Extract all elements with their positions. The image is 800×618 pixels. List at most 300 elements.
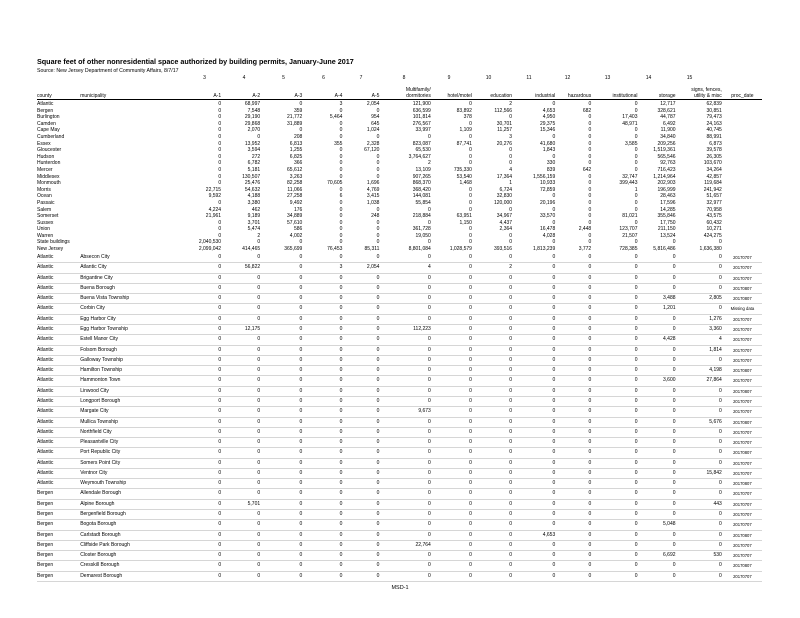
value-cell: 0 <box>380 520 431 530</box>
value-cell: 0 <box>592 324 638 334</box>
value-cell: 0 <box>376 133 380 140</box>
value-cell: 3,764,627 <box>408 153 431 160</box>
value-cell: 176 <box>293 206 303 213</box>
value-cell: 0 <box>343 458 380 468</box>
value-cell: 645 <box>371 120 380 127</box>
table-row <box>37 551 762 561</box>
empty-cell <box>723 226 762 233</box>
county-name: Atlantic <box>37 417 80 427</box>
county-name: State buildings <box>37 239 70 246</box>
value-cell: 1 <box>634 186 638 193</box>
municipality-name: Demarest Borough <box>80 571 180 581</box>
table-row <box>37 233 762 240</box>
value-cell: 0 <box>638 417 676 427</box>
value-cell: 0 <box>634 206 638 213</box>
value-cell: 0 <box>677 396 723 406</box>
value-cell: 10,271 <box>706 226 722 233</box>
municipality-name: Folsom Borough <box>80 345 180 355</box>
municipality-name: Margate City <box>80 407 180 417</box>
value-cell: 530 <box>677 551 723 561</box>
value-cell: 0 <box>218 219 222 226</box>
county-name: Atlantic <box>37 263 80 273</box>
value-cell: 0 <box>638 314 676 324</box>
proc-date-cell: 20170707 <box>723 376 762 386</box>
empty-cell <box>723 213 762 220</box>
value-cell: 32,747 <box>622 173 638 180</box>
value-cell: 0 <box>432 520 473 530</box>
county-name: Atlantic <box>37 294 80 304</box>
value-cell: 0 <box>180 499 222 509</box>
value-cell: 0 <box>222 468 261 478</box>
table-row <box>37 114 762 121</box>
value-cell: 0 <box>180 530 222 540</box>
column-number: 3 <box>203 75 206 81</box>
value-cell: 0 <box>719 239 722 246</box>
column-number: 11 <box>526 75 532 81</box>
value-cell: 0 <box>180 304 222 314</box>
value-cell: 34,840 <box>660 133 676 140</box>
value-cell: 21,961 <box>205 213 222 220</box>
value-cell: 0 <box>469 239 472 246</box>
value-cell: 0 <box>303 324 343 334</box>
value-cell: 41,680 <box>539 140 556 147</box>
value-cell: 0 <box>513 396 556 406</box>
value-cell: 0 <box>556 468 592 478</box>
county-name: Atlantic <box>37 407 80 417</box>
value-cell: 0 <box>677 479 723 489</box>
value-cell: 2 <box>509 101 513 107</box>
value-cell: 0 <box>180 520 222 530</box>
value-cell: 0 <box>592 468 638 478</box>
value-cell: 0 <box>473 479 513 489</box>
value-cell: 0 <box>428 133 431 140</box>
table-row <box>37 239 762 246</box>
value-cell: 0 <box>588 232 592 239</box>
table-row <box>37 200 762 207</box>
value-cell: 0 <box>432 345 473 355</box>
county-name: Atlantic <box>37 366 80 376</box>
value-cell: 15,842 <box>677 468 723 478</box>
table-row <box>37 335 762 345</box>
value-cell: 4 <box>509 166 513 173</box>
value-cell: 87,741 <box>456 140 472 147</box>
table-row <box>37 134 762 141</box>
value-cell: 0 <box>303 314 343 324</box>
value-cell: 0 <box>303 561 343 571</box>
value-cell: 0 <box>303 571 343 581</box>
table-row <box>37 479 762 489</box>
value-cell: 0 <box>473 510 513 520</box>
value-cell: 0 <box>634 147 638 154</box>
column-header: A-5 <box>343 93 380 100</box>
value-cell: 56,822 <box>222 263 261 273</box>
value-cell: 0 <box>556 376 592 386</box>
value-cell: 43,575 <box>706 213 722 220</box>
county-name: Middlesex <box>37 173 60 180</box>
county-name: Cape May <box>37 127 60 134</box>
empty-cell <box>80 101 180 108</box>
value-cell: 5,676 <box>677 417 723 427</box>
county-name: Union <box>37 226 51 233</box>
value-cell: 0 <box>380 448 431 458</box>
value-cell: 0 <box>299 101 303 107</box>
value-cell: 0 <box>513 468 556 478</box>
municipality-name: Buena Vista Township <box>80 294 180 304</box>
value-cell: 0 <box>218 120 222 127</box>
value-cell: 0 <box>222 540 261 550</box>
value-cell: 29,868 <box>244 120 261 127</box>
value-cell: 0 <box>180 386 222 396</box>
value-cell: 0 <box>380 489 431 499</box>
value-cell: 0 <box>303 458 343 468</box>
value-cell: 0 <box>261 551 303 561</box>
value-cell: 0 <box>339 232 343 239</box>
value-cell: 29,375 <box>539 120 556 127</box>
value-cell: 0 <box>432 283 473 293</box>
table-row <box>37 167 762 174</box>
table-row <box>37 499 762 509</box>
value-cell: 868,370 <box>412 180 431 187</box>
value-cell: 0 <box>380 314 431 324</box>
value-cell: 0 <box>261 355 303 365</box>
value-cell: 0 <box>432 304 473 314</box>
value-cell: 0 <box>677 386 723 396</box>
value-cell: 0 <box>638 458 676 468</box>
county-name: Atlantic <box>37 438 80 448</box>
value-cell: 0 <box>638 355 676 365</box>
table-row <box>37 127 762 134</box>
value-cell: 2,448 <box>578 226 592 233</box>
value-cell: 0 <box>432 407 473 417</box>
value-cell: 82,258 <box>287 180 303 187</box>
value-cell: 4,653 <box>513 530 556 540</box>
value-cell: 0 <box>303 438 343 448</box>
county-name: Burlington <box>37 114 60 121</box>
value-cell: 0 <box>432 468 473 478</box>
value-cell: 0 <box>222 407 261 417</box>
value-cell: 0 <box>556 294 592 304</box>
municipality-name: Port Republic City <box>80 448 180 458</box>
empty-cell <box>723 160 762 167</box>
value-cell: 0 <box>552 133 556 140</box>
column-header: institutional <box>592 93 638 100</box>
value-cell: 0 <box>432 510 473 520</box>
value-cell: 0 <box>339 147 343 154</box>
empty-cell <box>723 246 762 253</box>
value-cell: 0 <box>339 239 343 246</box>
value-cell: 0 <box>303 540 343 550</box>
value-cell: 0 <box>261 407 303 417</box>
page-footer: MSD-1 <box>391 585 409 591</box>
value-cell: 0 <box>261 520 303 530</box>
value-cell: 0 <box>432 263 473 273</box>
value-cell: 0 <box>180 561 222 571</box>
value-cell: 0 <box>180 283 222 293</box>
value-cell: 0 <box>343 427 380 437</box>
municipality-name: Linwood City <box>80 386 180 396</box>
value-cell: 0 <box>513 253 556 263</box>
value-cell: 0 <box>261 540 303 550</box>
empty-cell <box>723 134 762 141</box>
value-cell: 0 <box>218 101 222 107</box>
column-number-row <box>37 75 762 83</box>
value-cell: 0 <box>677 571 723 581</box>
value-cell: 0 <box>261 366 303 376</box>
value-cell: 30,701 <box>496 120 513 127</box>
value-cell: 40,745 <box>706 127 722 134</box>
value-cell: 0 <box>556 355 592 365</box>
value-cell: 0 <box>592 458 638 468</box>
county-name: Ocean <box>37 193 52 200</box>
proc-date-cell: 20170807 <box>723 294 762 304</box>
column-number: 5 <box>282 75 285 81</box>
county-name: Atlantic <box>37 396 80 406</box>
value-cell: 2,328 <box>366 140 380 147</box>
proc-date-cell: 20170707 <box>723 489 762 499</box>
value-cell: 0 <box>380 571 431 581</box>
value-cell: 0 <box>473 324 513 334</box>
value-cell: 0 <box>257 133 261 140</box>
value-cell: 0 <box>303 468 343 478</box>
value-cell: 0 <box>677 510 723 520</box>
value-cell: 728,385 <box>619 246 638 253</box>
county-name: Atlantic <box>37 376 80 386</box>
value-cell: 4,428 <box>638 335 676 345</box>
value-cell: 355,846 <box>657 213 676 220</box>
value-cell: 39,578 <box>706 147 722 154</box>
column-header: A-2 <box>222 93 261 100</box>
value-cell: 0 <box>343 283 380 293</box>
proc-date-cell: 20170807 <box>723 479 762 489</box>
value-cell: 0 <box>677 540 723 550</box>
value-cell: 21,772 <box>287 114 303 121</box>
value-cell: 0 <box>592 448 638 458</box>
value-cell: 0 <box>432 561 473 571</box>
value-cell: 211,150 <box>657 226 676 233</box>
value-cell: 1,201 <box>638 304 676 314</box>
value-cell: 0 <box>303 304 343 314</box>
value-cell: 0 <box>592 530 638 540</box>
value-cell: 0 <box>556 283 592 293</box>
proc-date-cell: 20170707 <box>723 345 762 355</box>
value-cell: 0 <box>303 253 343 263</box>
value-cell: 4,437 <box>499 219 513 226</box>
value-cell: 0 <box>303 396 343 406</box>
proc-date-cell: 20170707 <box>723 458 762 468</box>
value-cell: 0 <box>428 206 431 213</box>
value-cell: 0 <box>513 520 556 530</box>
value-cell: 3 <box>339 101 343 107</box>
value-cell: 2,099,042 <box>198 246 222 253</box>
county-name: Atlantic <box>37 253 80 263</box>
value-cell: 0 <box>552 193 556 200</box>
value-cell: 0 <box>218 114 222 121</box>
value-cell: 424,275 <box>703 232 722 239</box>
proc-date-cell: 20170707 <box>723 468 762 478</box>
column-header: hazardous <box>556 93 592 100</box>
value-cell: 0 <box>513 510 556 520</box>
value-cell: 9,673 <box>380 407 431 417</box>
value-cell: 6,825 <box>289 153 303 160</box>
value-cell: 0 <box>592 489 638 499</box>
county-name: Atlantic <box>37 386 80 396</box>
value-cell: 34,264 <box>706 166 722 173</box>
value-cell: 0 <box>432 396 473 406</box>
value-cell: 0 <box>303 407 343 417</box>
value-cell: 4,188 <box>247 193 261 200</box>
value-cell: 0 <box>634 166 638 173</box>
value-cell: 0 <box>343 499 380 509</box>
value-cell: 1,276 <box>677 314 723 324</box>
value-cell: 5,816,486 <box>653 246 676 253</box>
value-cell: 393,516 <box>493 246 513 253</box>
value-cell: 16,478 <box>539 226 556 233</box>
empty-cell <box>723 174 762 181</box>
empty-cell <box>80 233 180 240</box>
value-cell: 3,594 <box>247 147 261 154</box>
value-cell: 0 <box>339 153 343 160</box>
table-row <box>37 438 762 448</box>
value-cell: 1,813,239 <box>532 246 556 253</box>
value-cell: 3,263 <box>289 173 303 180</box>
value-cell: 0 <box>303 283 343 293</box>
value-cell: 17,750 <box>660 219 676 226</box>
value-cell: 0 <box>513 417 556 427</box>
value-cell: 0 <box>261 448 303 458</box>
value-cell: 0 <box>339 199 343 206</box>
value-cell: 27,258 <box>287 193 303 200</box>
table-row <box>37 160 762 167</box>
value-cell: 0 <box>634 127 638 134</box>
value-cell: 0 <box>513 561 556 571</box>
table-row <box>37 147 762 154</box>
value-cell: 0 <box>509 239 513 246</box>
value-cell: 735,330 <box>453 166 472 173</box>
table-row <box>37 386 762 396</box>
value-cell: 1,843 <box>542 147 556 154</box>
value-cell: 3,380 <box>247 199 261 206</box>
municipality-name: Brigantine City <box>80 273 180 283</box>
municipality-name: Mullica Township <box>80 417 180 427</box>
column-header: dormitories <box>380 93 431 100</box>
value-cell: 586 <box>293 226 303 233</box>
value-cell: 0 <box>473 438 513 448</box>
empty-cell <box>80 160 180 167</box>
value-cell: 0 <box>432 294 473 304</box>
value-cell: 0 <box>473 458 513 468</box>
table-row <box>37 174 762 181</box>
value-cell: 4 <box>380 263 431 273</box>
value-cell: 0 <box>303 448 343 458</box>
value-cell: 0 <box>428 239 431 246</box>
value-cell: 0 <box>343 273 380 283</box>
value-cell: 2 <box>428 160 431 167</box>
proc-date-cell: 20170807 <box>723 386 762 396</box>
empty-cell <box>80 127 180 134</box>
value-cell: 0 <box>473 345 513 355</box>
value-cell: 54,632 <box>244 186 261 193</box>
table-row <box>37 510 762 520</box>
value-cell: 0 <box>556 335 592 345</box>
value-cell: 2,040,530 <box>198 239 222 246</box>
table-row <box>37 154 762 161</box>
value-cell: 0 <box>556 510 592 520</box>
value-cell: 0 <box>556 438 592 448</box>
county-name: Warren <box>37 232 54 239</box>
value-cell: 0 <box>513 355 556 365</box>
value-cell: 5,048 <box>638 520 676 530</box>
value-cell: 0 <box>339 120 343 127</box>
value-cell: 0 <box>634 219 638 226</box>
proc-date-column-header: proc_date <box>723 93 762 100</box>
value-cell: 414,465 <box>242 246 261 253</box>
table-row <box>37 427 762 437</box>
value-cell: 0 <box>473 561 513 571</box>
value-cell: 0 <box>473 551 513 561</box>
value-cell: 0 <box>513 386 556 396</box>
proc-date-cell: 20170707 <box>723 540 762 550</box>
value-cell: 0 <box>513 448 556 458</box>
proc-date-cell: 20170807 <box>723 366 762 376</box>
value-cell: 0 <box>339 219 343 226</box>
value-cell: 0 <box>432 448 473 458</box>
value-cell: 0 <box>638 540 676 550</box>
municipality-name: Cresskill Borough <box>80 561 180 571</box>
value-cell: 0 <box>339 186 343 193</box>
value-cell: 0 <box>180 314 222 324</box>
value-cell: 0 <box>343 468 380 478</box>
value-cell: 355 <box>334 140 343 147</box>
value-cell: 0 <box>592 294 638 304</box>
value-cell: 0 <box>592 396 638 406</box>
value-cell: 2,054 <box>343 263 380 273</box>
table-row <box>37 571 762 581</box>
value-cell: 4,028 <box>542 232 556 239</box>
value-cell: 0 <box>552 239 556 246</box>
value-cell: 0 <box>432 438 473 448</box>
value-cell: 0 <box>261 324 303 334</box>
value-cell: 0 <box>556 396 592 406</box>
value-cell: 0 <box>180 345 222 355</box>
value-cell: 0 <box>638 571 676 581</box>
value-cell: 0 <box>432 458 473 468</box>
column-header-line1: signs, fences, <box>691 87 722 93</box>
value-cell: 81,021 <box>622 213 638 220</box>
value-cell: 0 <box>261 345 303 355</box>
value-cell: 0 <box>380 335 431 345</box>
value-cell: 0 <box>638 324 676 334</box>
value-cell: 0 <box>638 499 676 509</box>
column-number: 8 <box>402 75 406 81</box>
county-name: Bergen <box>37 561 80 571</box>
value-cell: 0 <box>180 263 222 273</box>
value-cell: 0 <box>299 239 303 246</box>
proc-date-cell: 20170707 <box>723 427 762 437</box>
value-cell: 0 <box>509 232 513 239</box>
value-cell: 1,468 <box>459 180 472 187</box>
table-row <box>37 345 762 355</box>
value-cell: 0 <box>469 153 472 160</box>
value-cell: 0 <box>592 345 638 355</box>
value-cell: 0 <box>672 239 676 246</box>
value-cell: 1,150 <box>459 219 472 226</box>
value-cell: 0 <box>588 173 592 180</box>
value-cell: 0 <box>473 540 513 550</box>
value-cell: 0 <box>428 219 431 226</box>
value-cell: 0 <box>432 540 473 550</box>
municipality-name: Bogota Borough <box>80 520 180 530</box>
value-cell: 0 <box>556 551 592 561</box>
